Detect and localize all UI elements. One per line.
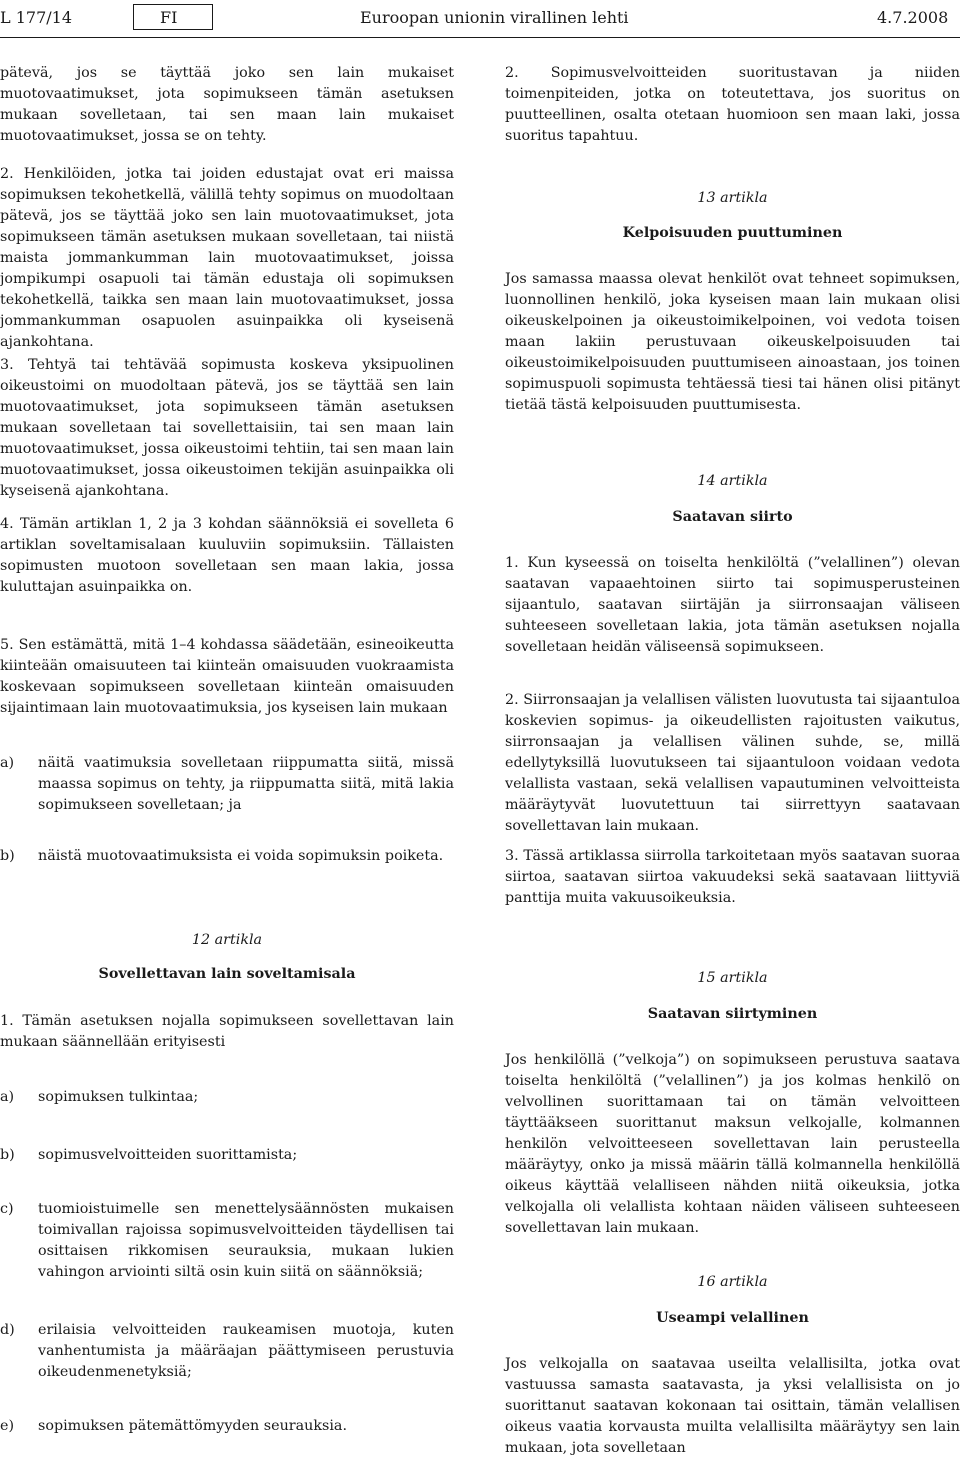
list-label: d): [0, 1322, 15, 1338]
article-14-paragraph-1: 1. Kun kyseessä on toiselta henkilöltä (”velallinen”) olevan saatavan vapaaehtoinen siirto tai sopimusperusteinen sijaantulo, saatavan siirtäjän ja siirronsaajan väliseen suhteeseen sovelletaan lakia, jota tämän asetuksen nojalla sovelletaan heidän väliseensä sopimukseen.: [505, 555, 960, 655]
article-12-number: 12 artikla: [191, 932, 263, 948]
list-label: a): [0, 1089, 15, 1105]
list-item-d: [0, 1320, 454, 1383]
list-item-b: [0, 846, 454, 867]
paragraph-2: 2. Henkilöiden, jotka tai joiden edustajat ovat eri maissa sopimuksen tekohetkellä, välillä tehty sopimus on muodoltaan pätevä, jos se täyttää joko sen lain muotovaatimukset, jota sopimukseen tämän asetuksen mukaan sovelletaan, tai niistä maista jommankumman lain muotovaatimukset, joissa jompikumpi osapuoli tai tämän edustaja oli sopimuksen tekohetkellä, taikka sen maan lain muotovaatimukset, jossa jommankumman osapuolen asuinpaikka oli kyseisenä ajankohtana.: [0, 166, 454, 350]
list-text: sopimuksen pätemättömyyden seurauksia.: [38, 1418, 347, 1434]
list-label: a): [0, 755, 15, 771]
list-label: b): [0, 1147, 15, 1163]
article-14-title: Saatavan siirto: [672, 509, 793, 525]
article-16-title: Useampi velallinen: [656, 1310, 809, 1326]
list-text: sopimusvelvoitteiden suorittamista;: [38, 1147, 298, 1163]
journal-title: Euroopan unionin virallinen lehti: [360, 8, 629, 27]
article-14-number: 14 artikla: [697, 473, 768, 489]
article-15-paragraph: Jos henkilöllä (”velkoja”) on sopimukseen perustuva saatava toiselta henkilöltä (”velallinen”) ja jos kolmas henkilö on velvollinen suorittamaan tai on tämän velvoitteen täyttääkseen suorittanut maksun velkojalle, kolmannen henkilön velvoitteeseen sovellettavan lain perusteella määräytyy, onko ja missä määrin tällä kolmannella henkilöllä oikeus käyttää velalliseen nähden niitä oikeuksia, jotka velkojalla oli velallista kohtaan näiden väliseen suhteeseen sovellettavan lain mukaan.: [505, 1052, 960, 1236]
paragraph: pätevä, jos se täyttää joko sen lain mukaiset muotovaatimukset, jota sopimukseen tämän asetuksen mukaan sovelletaan, tai sen maan lain mukaiset muotovaatimukset, jossa se on tehty.: [0, 65, 454, 144]
article-16-number: 16 artikla: [697, 1274, 768, 1290]
paragraph-5: 5. Sen estämättä, mitä 1–4 kohdassa säädetään, esineoikeutta kiinteään omaisuuteen tai kiinteän omaisuuden vuokraamista koskevaan sopimukseen sovelletaan kiinteän omaisuuden sijaintimaan lain muotovaatimuksia, jos kyseisen lain mukaan: [0, 637, 454, 716]
list-label: c): [0, 1201, 14, 1217]
article-13-paragraph: Jos samassa maassa olevat henkilöt ovat tehneet sopimuksen, luonnollinen henkilö, joka kyseisen maan lain mukaan olisi oikeuskelpoinen ja oikeustoimikelpoinen, voi vedota toisen maan lakiin perustuvaan oikeuskelpoisuuden tai oikeustoimikelpoisuuden puuttumiseen ainoastaan, jos toinen sopimuspuoli sopimusta tehtäessä tiesi tai hänen olisi pitänyt tietää tästä kelpoisuuden puuttumisesta.: [505, 271, 960, 413]
list-item-b: [0, 1145, 454, 1166]
language-code: FI: [160, 8, 178, 27]
list-item-a: [0, 753, 454, 816]
article-14-paragraph-3: 3. Tässä artiklassa siirrolla tarkoitetaan myös saatavan suoraa siirtoa, saatavan siirtoa vakuudeksi sekä saatavaan liittyviä panttija muita vakuusoikeuksia.: [505, 848, 960, 906]
article-16-paragraph: Jos velkojalla on saatavaa useilta velallisilta, jotka ovat vastuussa samasta saatavasta, ja yksi velallisista on jo suorittanut saatavan kokonaan tai osittain, tämän velallisen oikeus vaatia korvausta muilta velallisilta määräytyy sen lain mukaan, jota sovelletaan: [505, 1356, 960, 1456]
paragraph-2: 2. Sopimusvelvoitteiden suoritustavan ja niiden toimenpiteiden, jotka on toteutettava, jos suoritus on puutteellinen, osalta otetaan huomioon sen maan laki, jossa suoritus tapahtuu.: [505, 65, 960, 144]
list-label: e): [0, 1418, 15, 1434]
list-text: erilaisia velvoitteiden raukeamisen muotoja, kuten vanhentumista ja määräajan päättymiseen perustuvia oikeudenmenetyksiä;: [38, 1322, 454, 1380]
list-label: b): [0, 848, 15, 864]
list-text: näistä muotovaatimuksista ei voida sopimuksin poiketa.: [38, 848, 444, 864]
list-text: näitä vaatimuksia sovelletaan riippumatta siitä, missä maassa sopimus on tehty, ja riippumatta siitä, mitä lakia sopimukseen sovelletaan; ja: [38, 755, 454, 813]
list-text: tuomioistuimelle sen menettelysäännösten mukaisen toimivallan rajoissa sopimusvelvoitteiden täydellisen tai osittaisen rikkomisen seurauksia, mukaan lukien vahingon arviointi siltä osin kuin siitä on säännöksiä;: [38, 1201, 454, 1280]
article-13-number: 13 artikla: [697, 190, 768, 206]
right-column: [505, 0, 960, 1456]
list-text: sopimuksen tulkintaa;: [38, 1089, 199, 1105]
list-item-e: [0, 1416, 454, 1437]
publication-date: 4.7.2008: [877, 8, 949, 27]
article-14-paragraph-2: 2. Siirronsaajan ja velallisen välisten luovutusta tai sijaantuloa koskevien sopimus- ja oikeudellisten rajoitusten vaikutus, siirronsaajan ja velallisen välinen suhde, se, millä edellytyksillä luovutukseen tai sijaantuloon voidaan vedota velallista vastaan, sekä velallisen vapautuminen velvoitteista määräytyvät luovutettuun tai siirrettyyn saatavaan sovellettavan lain mukaan.: [505, 692, 960, 834]
page-reference: L 177/14: [0, 8, 72, 27]
article-15-number: 15 artikla: [697, 970, 768, 986]
left-column: [0, 0, 454, 1438]
list-item-a: [0, 1087, 454, 1108]
paragraph-4: 4. Tämän artiklan 1, 2 ja 3 kohdan säännöksiä ei sovelleta 6 artiklan soveltamisalaan kuuluviin sopimuksiin. Tällaisten sopimusten muotoon sovelletaan sen maan lakia, jossa kuluttajan asuinpaikka on.: [0, 516, 454, 595]
article-15-title: Saatavan siirtyminen: [647, 1006, 818, 1022]
paragraph-3: 3. Tehtyä tai tehtävää sopimusta koskeva yksipuolinen oikeustoimi on muodoltaan pätevä, jos se täyttää sen lain muotovaatimukset, jota sopimukseen tämän asetuksen mukaan sovelletaan tai sovellettaisiin, tai sen maan lain muotovaatimukset, jossa oikeustoimi tehtiin, tai sen maan lain muotovaatimukset, jossa oikeustoimen tekijän asuinpaikka oli kyseisenä ajankohtana.: [0, 357, 454, 499]
list-item-c: [0, 1199, 454, 1283]
article-12-title: Sovellettavan lain soveltamisala: [98, 966, 356, 982]
article-13-title: Kelpoisuuden puuttuminen: [622, 225, 843, 241]
article-12-paragraph-1: 1. Tämän asetuksen nojalla sopimukseen sovellettavan lain mukaan säännellään erityisesti: [0, 1013, 454, 1050]
